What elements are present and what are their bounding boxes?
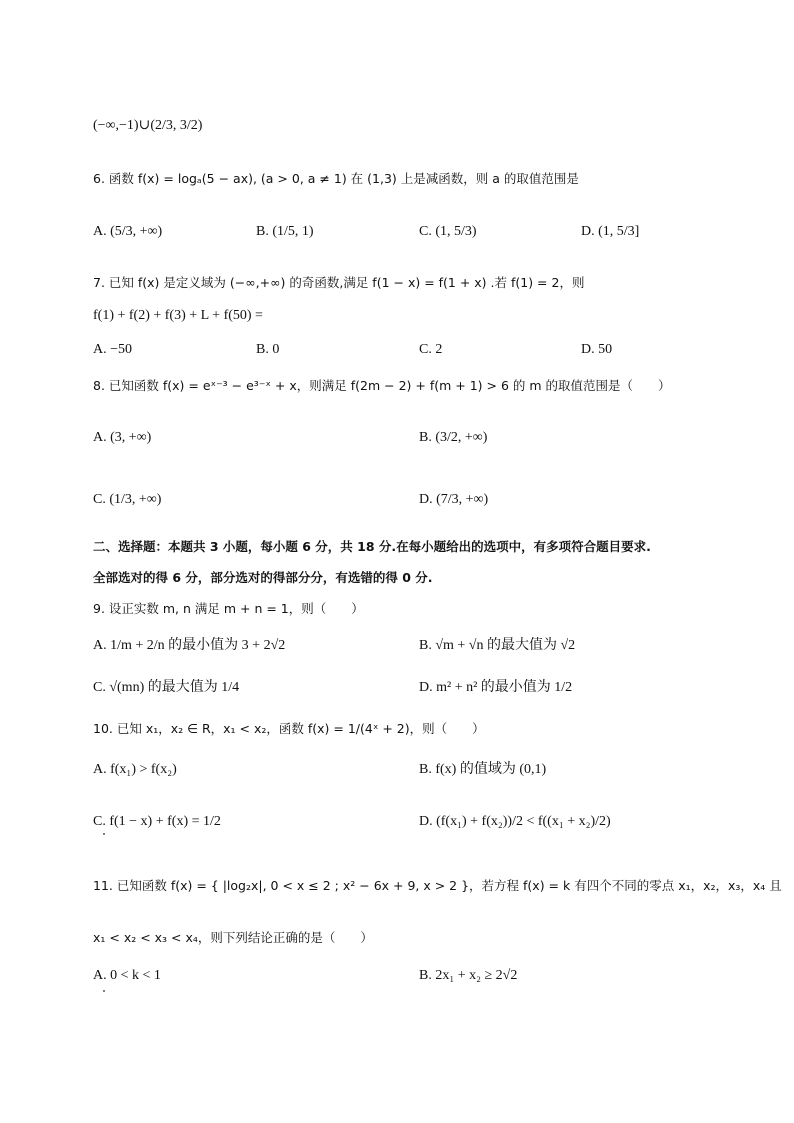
question-7-sum: f(1) + f(2) + f(3) + L + f(50) = — [93, 308, 263, 323]
q7-option-a: A. −50 — [93, 342, 133, 357]
q9-option-c: C. √(mn) 的最大值为 1/4 — [93, 680, 240, 695]
stray-dot-2 — [103, 990, 105, 992]
q6-option-d: D. (1, 5/3] — [581, 224, 640, 239]
q8-option-c: C. (1/3, +∞) — [93, 492, 162, 507]
q8-option-b: B. (3/2, +∞) — [419, 430, 488, 445]
q7-option-b: B. 0 — [256, 342, 280, 357]
q8-option-d: D. (7/3, +∞) — [419, 492, 489, 507]
q7-option-d: D. 50 — [581, 342, 613, 357]
q9-option-d: D. m² + n² 的最小值为 1/2 — [419, 680, 573, 695]
q6-option-c: C. (1, 5/3) — [419, 224, 477, 239]
q9-option-b: B. √m + √n 的最大值为 √2 — [419, 638, 576, 653]
q8-option-a: A. (3, +∞) — [93, 430, 152, 445]
question-11-condition: x₁ < x₂ < x₃ < x₄，则下列结论正确的是（ ） — [93, 930, 373, 945]
question-9: 9. 设正实数 m, n 满足 m + n = 1，则（ ） — [93, 601, 364, 616]
q9-option-a: A. 1/m + 2/n 的最小值为 3 + 2√2 — [93, 638, 286, 653]
answer-carry-over: (−∞,−1)∪(2/3, 3/2) — [93, 118, 203, 133]
question-7: 7. 已知 f(x) 是定义域为 (−∞,+∞) 的奇函数,满足 f(1 − x) = f(1 + x) .若 f(1) = 2，则 — [93, 275, 585, 290]
section-2-heading: 二、选择题：本题共 3 小题，每小题 6 分，共 18 分.在每小题给出的选项中，有多项符合题目要求. — [93, 539, 651, 554]
q10-option-d: D. (f(x₁) + f(x₂))/2 < f((x₁ + x₂)/2) — [419, 814, 611, 829]
section-2-scoring: 全部选对的得 6 分，部分选对的得部分分，有选错的得 0 分. — [93, 570, 433, 585]
q6-option-a: A. (5/3, +∞) — [93, 224, 163, 239]
q11-option-a: A. 0 < k < 1 — [93, 968, 161, 983]
question-10: 10. 已知 x₁，x₂ ∈ R，x₁ < x₂，函数 f(x) = 1/(4ˣ + 2)，则（ ） — [93, 721, 485, 736]
question-6: 6. 函数 f(x) = logₐ(5 − ax), (a > 0, a ≠ 1) 在 (1,3) 上是减函数，则 a 的取值范围是 — [93, 171, 579, 186]
stray-dot — [103, 833, 105, 835]
q7-option-c: C. 2 — [419, 342, 443, 357]
q10-option-b: B. f(x) 的值域为 (0,1) — [419, 762, 547, 777]
question-11: 11. 已知函数 f(x) = { |log₂x|, 0 < x ≤ 2 ; x² − 6x + 9, x > 2 }，若方程 f(x) = k 有四个不同的零点 x₁，x₂，x₃，x₄ 且 — [93, 878, 782, 893]
q6-option-b: B. (1/5, 1) — [256, 224, 314, 239]
q10-option-a: A. f(x₁) > f(x₂) — [93, 762, 177, 777]
q11-option-b: B. 2x₁ + x₂ ≥ 2√2 — [419, 968, 518, 983]
q10-option-c: C. f(1 − x) + f(x) = 1/2 — [93, 814, 221, 829]
question-8: 8. 已知函数 f(x) = eˣ⁻³ − e³⁻ˣ + x，则满足 f(2m − 2) + f(m + 1) > 6 的 m 的取值范围是（ ） — [93, 378, 671, 393]
